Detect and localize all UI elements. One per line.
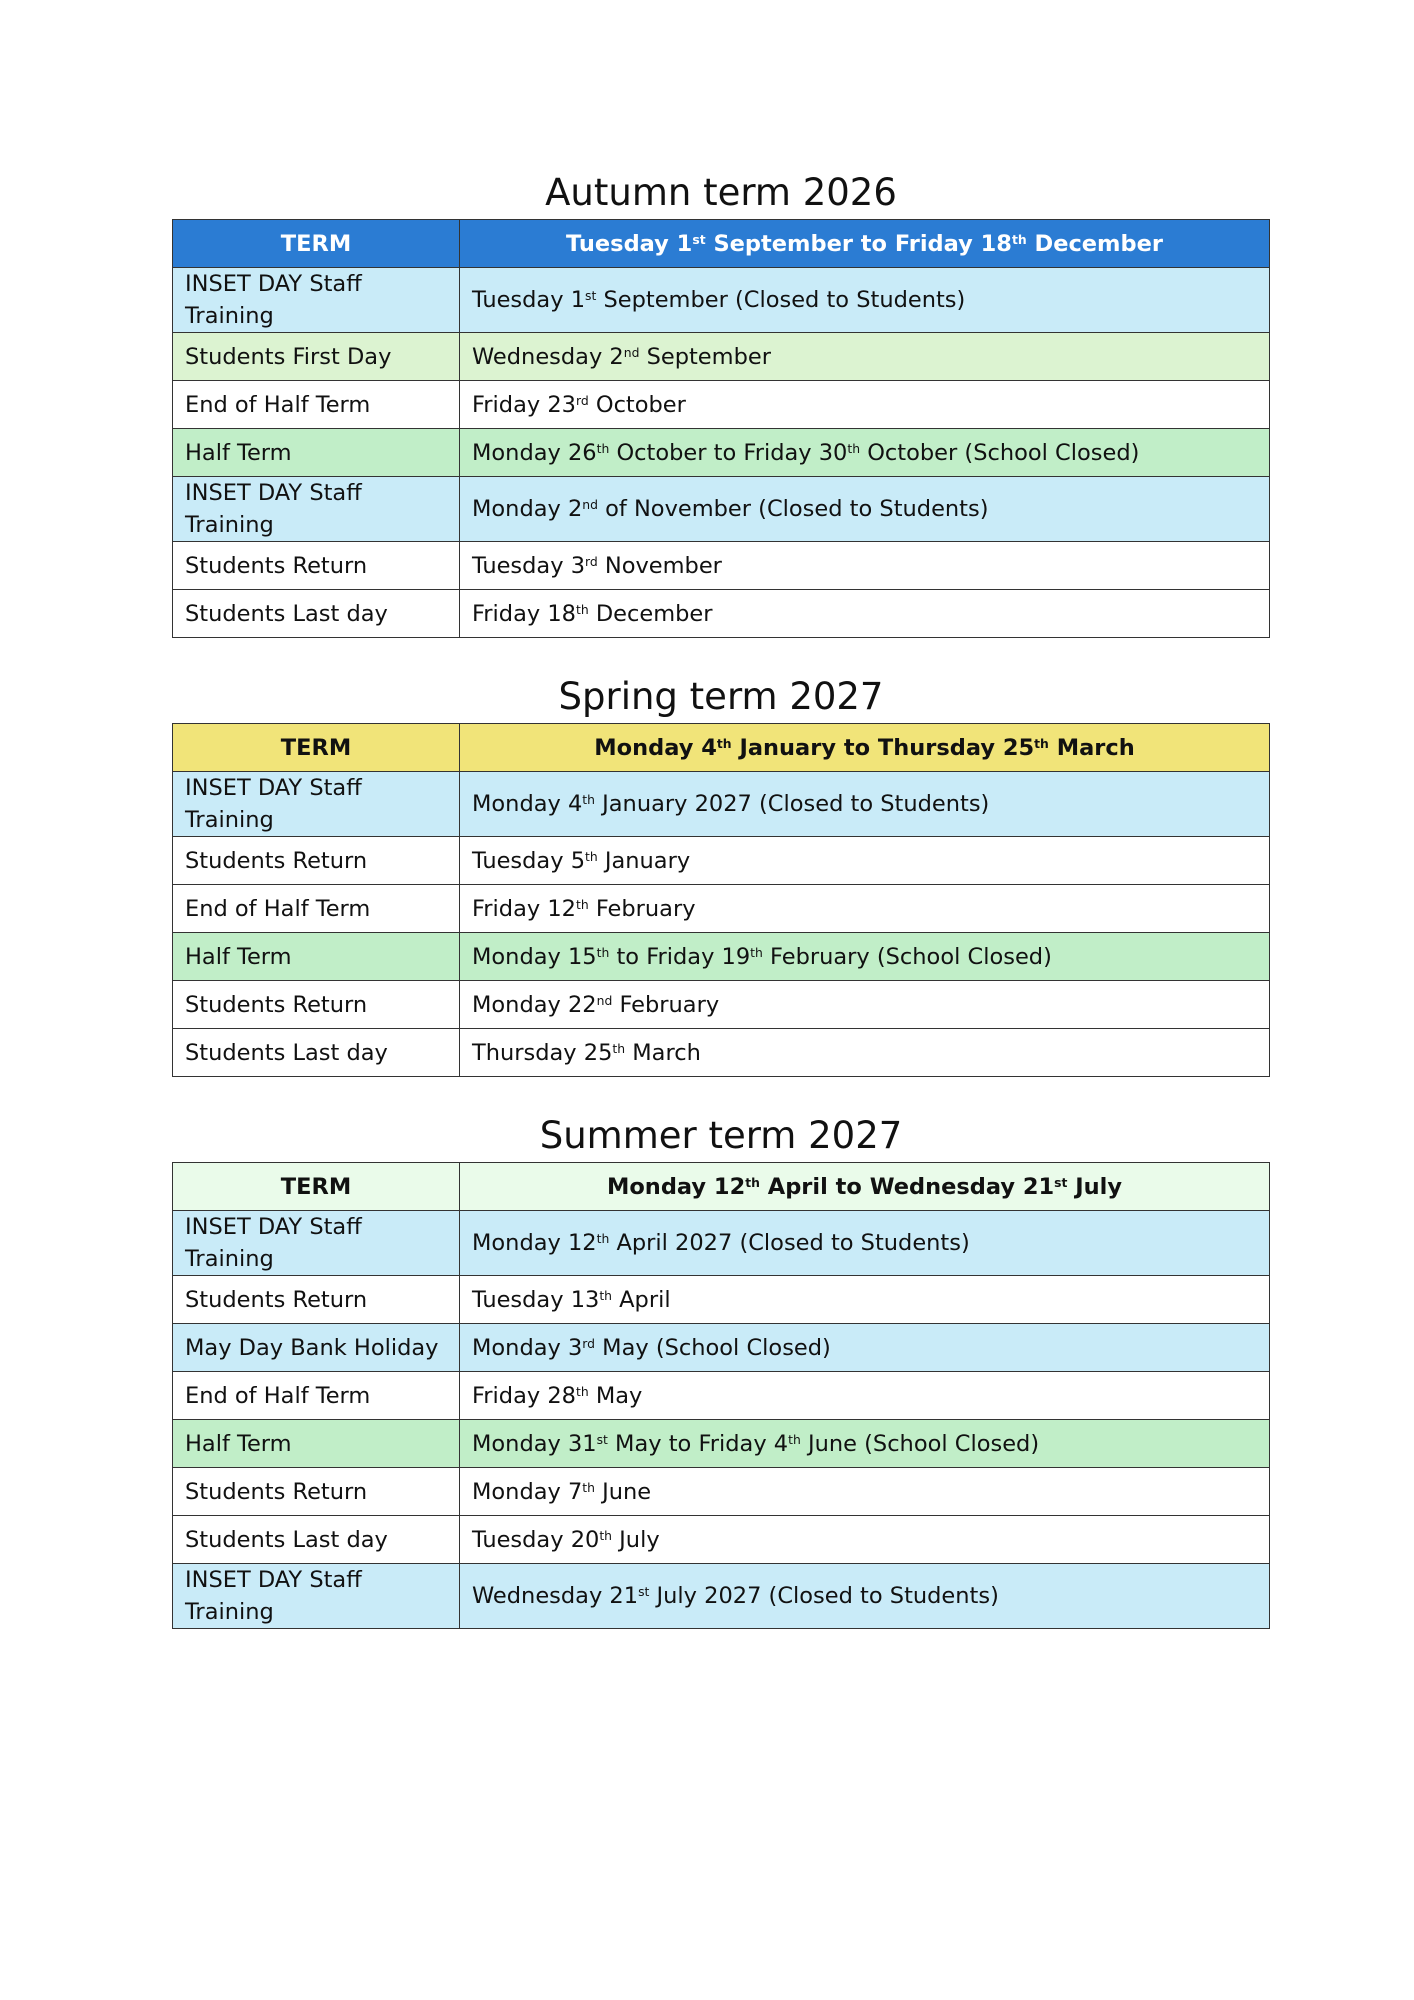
event-date xyxy=(460,477,1270,542)
term-dates-page xyxy=(172,170,1270,1629)
date-text: May to Friday 4 xyxy=(607,1430,789,1457)
event-label: End of Half Term xyxy=(173,885,460,933)
ordinal-suffix: th xyxy=(575,897,589,912)
ordinal-suffix: th xyxy=(596,945,610,960)
spring-term-table-body xyxy=(173,724,1270,1077)
ordinal-suffix: th xyxy=(1034,736,1049,751)
section-spacer xyxy=(172,1077,1270,1113)
ordinal-suffix: th xyxy=(596,441,610,456)
table-row xyxy=(173,1276,1270,1324)
date-text: February (School Closed) xyxy=(762,943,1052,970)
table-row xyxy=(173,477,1270,542)
autumn-term-table xyxy=(172,219,1270,638)
date-text: Monday 4 xyxy=(472,791,583,817)
ordinal-suffix: th xyxy=(750,945,763,960)
date-text: Thursday 25 xyxy=(472,1039,613,1066)
date-text: Tuesday 1 xyxy=(472,287,586,313)
date-text: Tuesday 13 xyxy=(472,1286,600,1313)
event-label: Students Return xyxy=(173,1276,460,1324)
date-text: Monday 3 xyxy=(472,1334,583,1361)
ordinal-suffix: st xyxy=(1054,1175,1068,1190)
ordinal-suffix: th xyxy=(585,849,598,864)
event-date xyxy=(460,1420,1270,1468)
event-label: INSET DAY Staff Training xyxy=(173,1211,460,1276)
date-text: September to Friday 18 xyxy=(705,230,1012,257)
event-date xyxy=(460,542,1270,590)
term-header-row xyxy=(173,724,1270,772)
date-text: October (School Closed) xyxy=(860,439,1140,466)
table-row xyxy=(173,1420,1270,1468)
event-label: INSET DAY Staff Training xyxy=(173,268,460,333)
ordinal-suffix: nd xyxy=(582,498,598,513)
ordinal-suffix: st xyxy=(692,232,706,247)
ordinal-suffix: th xyxy=(745,1175,760,1190)
date-text: Monday 15 xyxy=(472,943,597,970)
ordinal-suffix: th xyxy=(582,793,595,808)
date-text: July xyxy=(612,1526,660,1553)
date-text: Monday 22 xyxy=(472,991,597,1018)
table-row xyxy=(173,1468,1270,1516)
ordinal-suffix: st xyxy=(638,1585,650,1600)
date-text: July xyxy=(1067,1173,1123,1200)
date-text: March xyxy=(1048,734,1135,761)
event-date xyxy=(460,429,1270,477)
date-text: October xyxy=(588,391,686,418)
table-row xyxy=(173,590,1270,638)
date-text: September (Closed to Students) xyxy=(596,287,966,313)
event-label: End of Half Term xyxy=(173,1372,460,1420)
date-text: April xyxy=(612,1286,671,1313)
date-text: January 2027 (Closed to Students) xyxy=(594,791,990,817)
table-row xyxy=(173,933,1270,981)
event-label: Half Term xyxy=(173,933,460,981)
ordinal-suffix: th xyxy=(612,1041,626,1056)
event-date xyxy=(460,590,1270,638)
spring-term-title: Spring term 2027 xyxy=(558,675,884,718)
spring-term-section xyxy=(172,674,1270,1077)
table-row xyxy=(173,1372,1270,1420)
table-row xyxy=(173,1211,1270,1276)
summer-term-title: Summer term 2027 xyxy=(539,1114,903,1157)
event-date xyxy=(460,1211,1270,1276)
event-label: INSET DAY Staff Training xyxy=(173,477,460,542)
date-text: January xyxy=(597,847,691,874)
event-label: Students Return xyxy=(173,1468,460,1516)
date-text: Monday 26 xyxy=(472,439,597,466)
date-text: Tuesday 5 xyxy=(472,847,586,874)
date-text: November xyxy=(597,552,722,579)
ordinal-suffix: nd xyxy=(596,993,613,1008)
event-label: Students Last day xyxy=(173,1029,460,1077)
term-header-label: TERM xyxy=(173,220,460,268)
event-label: May Day Bank Holiday xyxy=(173,1324,460,1372)
ordinal-suffix: th xyxy=(847,441,861,456)
term-date-range xyxy=(460,1163,1270,1211)
date-text: January to Thursday 25 xyxy=(731,734,1035,761)
date-text: Monday 31 xyxy=(472,1430,597,1457)
autumn-term-table-body xyxy=(173,220,1270,638)
date-text: Friday 28 xyxy=(472,1382,576,1409)
table-row xyxy=(173,333,1270,381)
ordinal-suffix: st xyxy=(596,1432,608,1447)
date-text: to Friday 19 xyxy=(609,943,751,970)
date-text: September xyxy=(639,343,771,370)
event-label: Students Return xyxy=(173,837,460,885)
date-text: March xyxy=(625,1039,701,1066)
table-row xyxy=(173,542,1270,590)
term-date-range xyxy=(460,724,1270,772)
term-header-label: TERM xyxy=(173,724,460,772)
table-row xyxy=(173,429,1270,477)
table-row xyxy=(173,381,1270,429)
date-text: Friday 23 xyxy=(472,391,576,418)
ordinal-suffix: rd xyxy=(585,554,598,569)
ordinal-suffix: rd xyxy=(575,393,589,408)
date-text: May xyxy=(588,1382,643,1409)
summer-term-section xyxy=(172,1113,1270,1629)
date-text: December xyxy=(1026,230,1163,257)
date-text: December xyxy=(588,600,713,627)
event-label: Half Term xyxy=(173,1420,460,1468)
ordinal-suffix: th xyxy=(599,1288,613,1303)
ordinal-suffix: th xyxy=(1011,232,1027,247)
table-row xyxy=(173,837,1270,885)
event-label: End of Half Term xyxy=(173,381,460,429)
event-label: Students Return xyxy=(173,542,460,590)
ordinal-suffix: th xyxy=(575,1384,589,1399)
date-text: Tuesday 1 xyxy=(566,230,693,257)
autumn-term-title: Autumn term 2026 xyxy=(545,171,897,214)
event-label: Students Return xyxy=(173,981,460,1029)
event-date xyxy=(460,1276,1270,1324)
table-row xyxy=(173,772,1270,837)
event-date xyxy=(460,381,1270,429)
ordinal-suffix: th xyxy=(596,1232,610,1247)
event-date xyxy=(460,837,1270,885)
ordinal-suffix: nd xyxy=(623,345,640,360)
table-row xyxy=(173,981,1270,1029)
summer-term-table xyxy=(172,1162,1270,1629)
summer-term-table-body xyxy=(173,1163,1270,1629)
date-text: Friday 12 xyxy=(472,895,576,922)
event-date xyxy=(460,333,1270,381)
event-date xyxy=(460,1468,1270,1516)
table-row xyxy=(173,1029,1270,1077)
ordinal-suffix: rd xyxy=(582,1336,596,1351)
date-text: June (School Closed) xyxy=(800,1430,1040,1457)
event-date xyxy=(460,1516,1270,1564)
event-date xyxy=(460,772,1270,837)
date-text: May (School Closed) xyxy=(595,1334,831,1361)
date-text: April 2027 (Closed to Students) xyxy=(609,1230,970,1256)
date-text: Wednesday 2 xyxy=(472,343,624,370)
date-text: July 2027 (Closed to Students) xyxy=(649,1583,999,1609)
date-text: Monday 2 xyxy=(472,496,583,522)
table-row xyxy=(173,885,1270,933)
event-label: Students Last day xyxy=(173,590,460,638)
date-text: February xyxy=(612,991,720,1018)
date-text: Monday 7 xyxy=(472,1478,583,1505)
ordinal-suffix: th xyxy=(716,736,732,751)
event-date xyxy=(460,885,1270,933)
event-date xyxy=(460,981,1270,1029)
autumn-term-section xyxy=(172,170,1270,638)
event-label: Half Term xyxy=(173,429,460,477)
date-text: June xyxy=(594,1478,652,1505)
table-row xyxy=(173,268,1270,333)
section-spacer xyxy=(172,638,1270,674)
ordinal-suffix: th xyxy=(582,1480,595,1495)
table-row xyxy=(173,1564,1270,1629)
term-header-row xyxy=(173,1163,1270,1211)
date-text: Friday 18 xyxy=(472,600,576,627)
event-label: Students Last day xyxy=(173,1516,460,1564)
event-label: INSET DAY Staff Training xyxy=(173,1564,460,1629)
date-text: Monday 12 xyxy=(472,1230,597,1256)
event-date xyxy=(460,1564,1270,1629)
date-text: Monday 4 xyxy=(594,734,717,761)
ordinal-suffix: th xyxy=(599,1528,613,1543)
ordinal-suffix: st xyxy=(585,289,597,304)
date-text: Wednesday 21 xyxy=(472,1583,639,1609)
date-text: Tuesday 20 xyxy=(472,1526,600,1553)
ordinal-suffix: th xyxy=(788,1432,801,1447)
event-date xyxy=(460,1372,1270,1420)
ordinal-suffix: th xyxy=(575,602,589,617)
event-date xyxy=(460,933,1270,981)
table-row xyxy=(173,1324,1270,1372)
event-label: Students First Day xyxy=(173,333,460,381)
term-date-range xyxy=(460,220,1270,268)
event-date xyxy=(460,1324,1270,1372)
table-row xyxy=(173,1516,1270,1564)
date-text: October to Friday 30 xyxy=(609,439,848,466)
event-label: INSET DAY Staff Training xyxy=(173,772,460,837)
date-text: April to Wednesday 21 xyxy=(759,1173,1055,1200)
event-date xyxy=(460,1029,1270,1077)
date-text: February xyxy=(588,895,696,922)
term-header-row xyxy=(173,220,1270,268)
event-date xyxy=(460,268,1270,333)
term-header-label: TERM xyxy=(173,1163,460,1211)
date-text: Tuesday 3 xyxy=(472,552,586,579)
spring-term-table xyxy=(172,723,1270,1077)
date-text: of November (Closed to Students) xyxy=(597,496,989,522)
date-text: Monday 12 xyxy=(606,1173,746,1200)
